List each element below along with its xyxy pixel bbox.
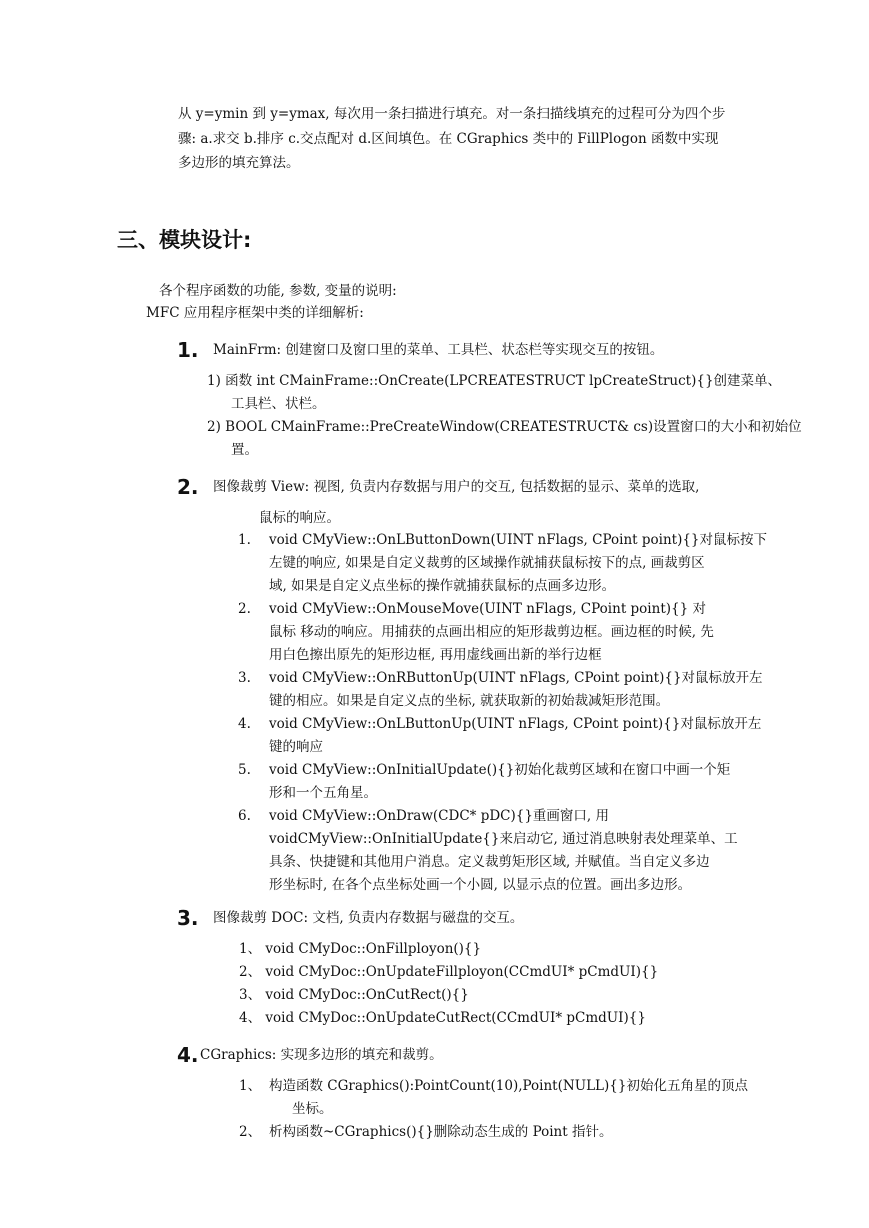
item-2-sub-4-line-2: 键的响应 xyxy=(269,739,323,755)
item-4-number: 4. xyxy=(177,1043,199,1067)
section-heading: 三、模块设计: xyxy=(117,228,252,252)
item-2-sub-6-line-2: voidCMyView::OnInitialUpdate{}来启动它, 通过消息映射表处理菜单、工 xyxy=(269,831,738,847)
item-1-title: MainFrm: 创建窗口及窗口里的菜单、工具栏、状态栏等实现交互的按钮。 xyxy=(213,342,664,358)
item-1-sub-1-line-1: 1) 函数 int CMainFrame::OnCreate(LPCREATESTRUCT lpCreateStruct){}创建菜单、 xyxy=(207,373,782,389)
item-3-sub-1: 1、 void CMyDoc::OnFillployon(){} xyxy=(239,941,482,957)
item-2-sub-3-line-1: void CMyView::OnRButtonUp(UINT nFlags, CPoint point){}对鼠标放开左 xyxy=(269,670,763,686)
section-desc-1: 各个程序函数的功能, 参数, 变量的说明: xyxy=(159,283,397,299)
item-2-sub-5-line-1: void CMyView::OnInitialUpdate(){}初始化裁剪区域和在窗口中画一个矩 xyxy=(269,762,731,778)
item-4-sub-1-line-2: 坐标。 xyxy=(292,1101,333,1117)
intro-line-2: 骤: a.求交 b.排序 c.交点配对 d.区间填色。在 CGraphics 类中的 FillPlogon 函数中实现 xyxy=(178,131,719,147)
item-2-sub-3-number: 3. xyxy=(238,670,251,686)
intro-line-1: 从 y=ymin 到 y=ymax, 每次用一条扫描进行填充。对一条扫描线填充的过程可分为四个步 xyxy=(178,106,726,122)
item-1-number: 1. xyxy=(177,338,199,362)
item-4-title: CGraphics: 实现多边形的填充和裁剪。 xyxy=(200,1047,443,1063)
item-2-sub-6-line-1: void CMyView::OnDraw(CDC* pDC){}重画窗口, 用 xyxy=(269,808,610,824)
item-3-sub-2: 2、 void CMyDoc::OnUpdateFillployon(CCmdUI* pCmdUI){} xyxy=(239,964,659,980)
section-desc-2: MFC 应用程序框架中类的详细解析: xyxy=(146,305,364,321)
item-2-number: 2. xyxy=(177,475,199,499)
intro-line-3: 多边形的填充算法。 xyxy=(178,155,300,171)
item-4-sub-1-line-1: 构造函数 CGraphics():PointCount(10),Point(NULL){}初始化五角星的顶点 xyxy=(269,1078,748,1094)
item-1-sub-2-line-2: 置。 xyxy=(231,442,258,458)
item-1-sub-1-line-2: 工具栏、状栏。 xyxy=(231,396,326,412)
item-4-sub-2-number: 2、 xyxy=(239,1124,262,1140)
item-4-sub-1-number: 1、 xyxy=(239,1078,262,1094)
item-1-sub-2-line-1: 2) BOOL CMainFrame::PreCreateWindow(CREATESTRUCT& cs)设置窗口的大小和初始位 xyxy=(207,419,802,435)
item-3-sub-3: 3、 void CMyDoc::OnCutRect(){} xyxy=(239,987,469,1003)
item-3-title: 图像裁剪 DOC: 文档, 负责内存数据与磁盘的交互。 xyxy=(213,910,524,926)
item-2-sub-6-line-3: 具条、快捷键和其他用户消息。定义裁剪矩形区域, 并赋值。当自定义多边 xyxy=(269,854,710,870)
item-2-sub-1-number: 1. xyxy=(238,532,251,548)
item-2-sub-1-line-1: void CMyView::OnLButtonDown(UINT nFlags, CPoint point){}对鼠标按下 xyxy=(269,532,768,548)
item-4-sub-2-line-1: 析构函数~CGraphics(){}删除动态生成的 Point 指针。 xyxy=(269,1124,613,1140)
item-2-sub-4-line-1: void CMyView::OnLButtonUp(UINT nFlags, CPoint point){}对鼠标放开左 xyxy=(269,716,762,732)
item-2-sub-1-line-3: 域, 如果是自定义点坐标的操作就捕获鼠标的点画多边形。 xyxy=(269,578,616,594)
item-2-sub-1-line-2: 左键的响应, 如果是自定义裁剪的区域操作就捕获鼠标按下的点, 画裁剪区 xyxy=(269,555,705,571)
item-2-sub-2-line-3: 用白色擦出原先的矩形边框, 再用虚线画出新的举行边框 xyxy=(269,647,602,663)
item-2-sub-6-line-4: 形坐标时, 在各个点坐标处画一个小圆, 以显示点的位置。画出多边形。 xyxy=(269,877,692,893)
item-2-title: 图像裁剪 View: 视图, 负责内存数据与用户的交互, 包括数据的显示、菜单的选取, xyxy=(213,479,700,495)
item-2-sub-2-number: 2. xyxy=(238,601,251,617)
item-2-sub-2-line-2: 鼠标 移动的响应。用捕获的点画出相应的矩形裁剪边框。画边框的时候, 先 xyxy=(269,624,714,640)
item-2-sub-3-line-2: 键的相应。如果是自定义点的坐标, 就获取新的初始裁减矩形范围。 xyxy=(269,693,670,709)
item-3-sub-4: 4、 void CMyDoc::OnUpdateCutRect(CCmdUI* pCmdUI){} xyxy=(239,1010,646,1026)
item-2-title-cont: 鼠标的响应。 xyxy=(259,510,340,526)
item-2-sub-5-number: 5. xyxy=(238,762,251,778)
item-2-sub-4-number: 4. xyxy=(238,716,251,732)
item-2-sub-2-line-1: void CMyView::OnMouseMove(UINT nFlags, CPoint point){} 对 xyxy=(269,601,706,617)
item-3-number: 3. xyxy=(177,906,199,930)
item-2-sub-5-line-2: 形和一个五角星。 xyxy=(269,785,377,801)
item-2-sub-6-number: 6. xyxy=(238,808,251,824)
